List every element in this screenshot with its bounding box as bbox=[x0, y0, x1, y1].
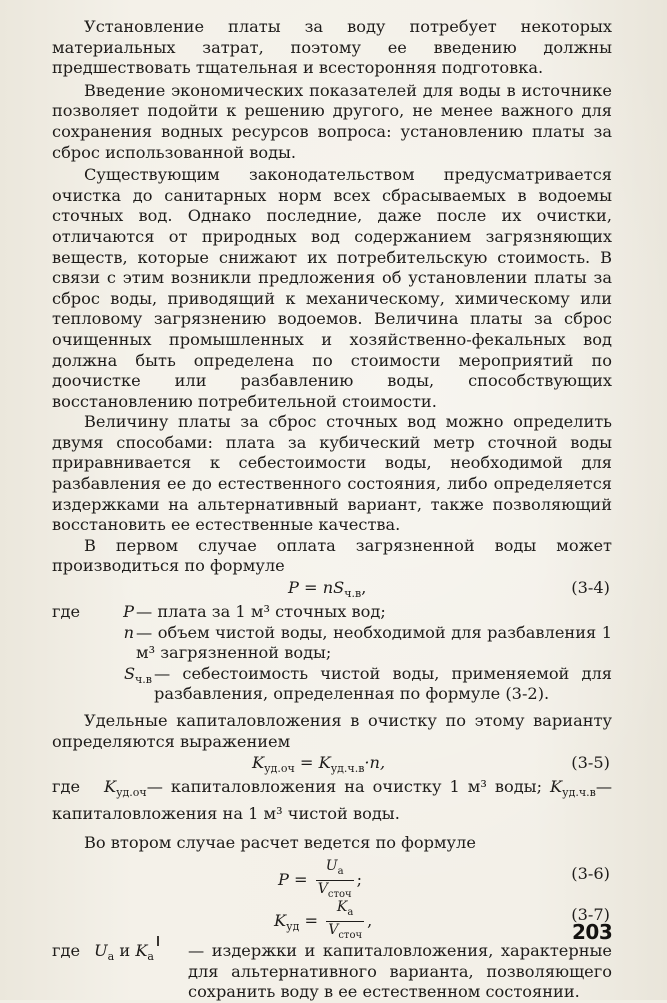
formula-3-5-number: (3-5) bbox=[571, 753, 610, 773]
formula-3-7-expression: $K_{уд}$ = $\frac{K_а}{V_{сточ}}$ , bbox=[274, 899, 373, 941]
formula-3-7 bbox=[52, 895, 612, 941]
symbol-n: n bbox=[123, 622, 134, 642]
formula-3-4-number: (3-4) bbox=[571, 578, 610, 598]
formula-3-5 bbox=[52, 753, 612, 776]
formula-3-6-expression: P = $\frac{U_а}{V_{сточ}}$ ; bbox=[278, 858, 363, 900]
where-item-3 bbox=[52, 664, 612, 705]
definition-U-K: — издержки и капиталовложения, характерные для альтернативного варианта, позволяющего сохранить воду в ее естественном состоянии. bbox=[188, 941, 612, 1002]
paragraph-7: Во втором случае расчет ведется по формуле bbox=[84, 832, 476, 852]
where-label-2: где bbox=[52, 941, 81, 961]
formula-3-5-expression: $K_{уд.оч} = K_{уд.ч.в}\cdot n$, bbox=[252, 753, 386, 776]
formula-3-7-number: (3-7) bbox=[571, 905, 610, 925]
formula-3-6 bbox=[52, 854, 612, 900]
paragraph-3: Существующим законодательством предусматривается очистка до санитарных норм всех сбрасываемых в водоемы сточных вод. Однако последние, даже после их очистки, отличаются от природных вод содержанием загрязняющих веществ, которые снижают их потребительскую стоимость. В связи с этим возникли предложения об установлении платы за сброс воды, приводящий к механическому, химическому или тепловому загрязнению водоемов. Величина платы за сброс очищенных промышленных и хозяйственно-фекальных вод должна быть определена по стоимости мероприятий по доочистке или разбавлению воды, способствующих восстановлению потребительной стоимости. bbox=[52, 165, 612, 411]
where-block-3-6-3-7 bbox=[52, 941, 612, 1003]
paragraph-1: Установление платы за воду потребует некоторых материальных затрат, поэтому ее введению должны предшествовать тщательная и всесторонняя подготовка. bbox=[52, 17, 612, 78]
definition-P: — плата за 1 м³ сточных вод; bbox=[136, 602, 386, 622]
symbol-P: P bbox=[123, 602, 134, 622]
formula-3-4-expression: $P = nS_{ч.в}$, bbox=[288, 578, 367, 601]
paragraph-4: Величину платы за сброс сточных вод можно определить двумя способами: плата за кубический метр сточной воды приравнивается к себестоимости воды, необходимой для разбавления ее до естественного состояния, либо определяется издержками на альтернативный вариант, также позволяющий восстановить ее естественные качества. bbox=[52, 412, 612, 535]
formula-3-4 bbox=[52, 578, 612, 601]
paragraph-6: Удельные капиталовложения в очистку по этому варианту определяются выражением bbox=[52, 711, 612, 751]
where-block-3-4 bbox=[52, 602, 612, 705]
formula-3-6-number: (3-6) bbox=[571, 864, 610, 884]
where-item-1 bbox=[52, 602, 612, 623]
print-mark bbox=[157, 936, 159, 946]
paragraph-5: В первом случае оплата загрязненной воды может производиться по формуле bbox=[52, 535, 612, 576]
page-number: 203 bbox=[572, 920, 613, 944]
paragraph-2: Введение экономических показателей для воды в источнике позволяет подойти к решению другого, не менее важного для сохранения водных ресурсов вопроса: установлению платы за сброс использованной воды. bbox=[52, 80, 612, 162]
where-block-3-5: где $K_{уд.оч}—$ капиталовложения на очистку 1 м³ воды; $K_{уд.ч.в}—$ капиталовложения на 1 м³ чистой воды. bbox=[52, 777, 612, 824]
definition-n: — объем чистой воды, необходимой для разбавления 1 м³ загрязненной воды; bbox=[136, 622, 612, 663]
symbol-S-chv: $S_{ч.в}$ bbox=[123, 663, 152, 687]
definition-S-chv: — себестоимость чистой воды, применяемой для разбавления, определенная по формуле (3-2). bbox=[154, 663, 612, 704]
symbols-U-K: $U_а$ и $K_а$ bbox=[94, 941, 154, 964]
where-item-2 bbox=[52, 623, 612, 664]
body-text bbox=[52, 17, 612, 1003]
where-label: где bbox=[52, 602, 81, 622]
